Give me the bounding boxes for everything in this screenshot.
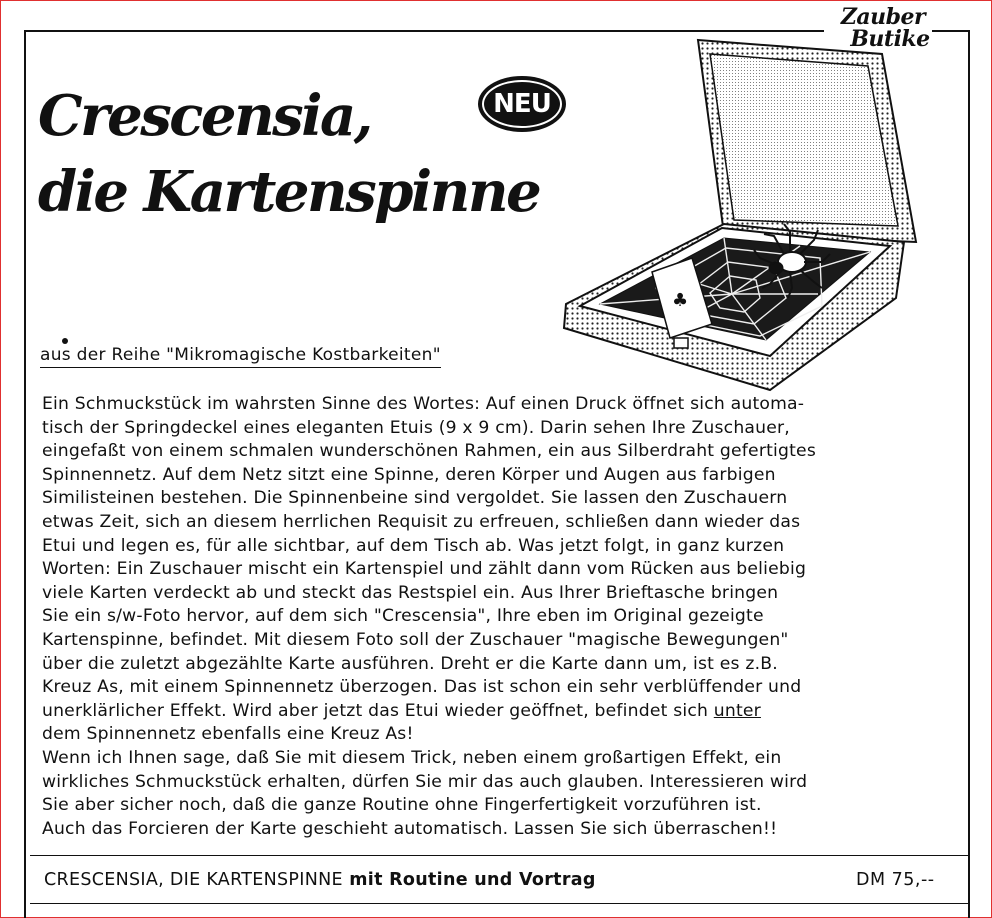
body-line: dem Spinnennetz ebenfalls eine Kreuz As!	[42, 724, 414, 745]
product-price: DM 75,--	[856, 870, 935, 890]
new-badge-label: NEU	[482, 80, 562, 128]
product-case-illustration	[560, 36, 920, 392]
body-line: Etui und legen es, für alle sichtbar, auf dem Tisch ab. Was jetzt folgt, in ganz kurzen	[42, 535, 785, 556]
body-line: Spinnennetz. Auf dem Netz sitzt eine Spinne, deren Körper und Augen aus farbigen	[42, 464, 776, 485]
product-rule-top	[30, 855, 968, 856]
body-line-text: unerklärlicher Effekt. Wird aber jetzt das Etui wieder geöffnet, befindet sich	[42, 700, 709, 721]
body-line: Worten: Ein Zuschauer mischt ein Kartenspiel und zählt dann vom Rücken aus beliebig	[42, 559, 807, 580]
headline	[38, 78, 539, 230]
body-line: Kreuz As, mit einem Spinnennetz überzogen. Das ist schon ein sehr verblüffender und	[42, 677, 802, 698]
body-line: Auch das Forcieren der Karte geschieht automatisch. Lassen Sie sich überraschen!!	[42, 818, 778, 839]
product-line	[44, 870, 596, 890]
series-subtitle: aus der Reihe "Mikromagische Kostbarkeiten"	[40, 345, 441, 368]
body-line: tisch der Springdeckel eines eleganten Etuis (9 x 9 cm). Darin sehen Ihre Zuschauer,	[42, 417, 790, 438]
new-badge	[478, 76, 566, 132]
body-line: wirkliches Schmuckstück erhalten, dürfen Sie mir das auch glauben. Interessieren wird	[42, 771, 808, 792]
body-line	[42, 700, 968, 724]
left-rule	[24, 30, 26, 918]
product-name: CRESCENSIA, DIE KARTENSPINNE	[44, 870, 343, 890]
brand-line-2: Butike	[850, 26, 930, 52]
body-line: Similisteinen bestehen. Die Spinnenbeine sind vergoldet. Sie lassen den Zuschauern	[42, 488, 788, 509]
product-rule-bottom	[30, 903, 968, 904]
body-line: über die zuletzt abgezählte Karte ausführen. Dreht er die Karte dann um, ist es z.B.	[42, 653, 778, 674]
body-line: Wenn ich Ihnen sage, daß Sie mit diesem Trick, neben einem großartigen Effekt, ein	[42, 747, 782, 768]
body-line: eingefaßt von einem schmalen wunderschönen Rahmen, ein aus Silberdraht gefertigtes	[42, 441, 816, 462]
body-line: etwas Zeit, sich an diesem herrlichen Requisit zu erfreuen, schließen dann wieder das	[42, 511, 801, 532]
top-rule	[24, 30, 824, 32]
body-line: Sie ein s/w-Foto hervor, auf dem sich "Crescensia", Ihre eben im Original gezeigte	[42, 606, 764, 627]
right-rule	[968, 30, 970, 918]
brand-line-1: Zauber	[840, 4, 926, 30]
body-line: viele Karten verdeckt ab und steckt das Restspiel ein. Aus Ihrer Brieftasche bringen	[42, 582, 779, 603]
underlined-word: unter	[713, 700, 761, 721]
case-lid-lining	[710, 54, 898, 226]
body-line: Kartenspinne, befindet. Mit diesem Foto soll der Zuschauer "magische Bewegungen"	[42, 629, 789, 650]
body-line: Ein Schmuckstück im wahrsten Sinne des Wortes: Auf einen Druck öffnet sich automa-	[42, 394, 805, 414]
headline-line-2: die Kartenspinne	[38, 159, 540, 225]
pencil-tick-mark	[62, 338, 68, 344]
product-suffix: mit Routine und Vortrag	[342, 870, 596, 890]
case-clasp	[674, 338, 688, 348]
svg-text:♣: ♣	[672, 290, 689, 311]
description-body	[42, 393, 968, 841]
headline-line-1: Crescensia,	[38, 83, 371, 149]
body-line: Sie aber sicher noch, daß die ganze Routine ohne Fingerfertigkeit vorzuführen ist.	[42, 795, 762, 816]
